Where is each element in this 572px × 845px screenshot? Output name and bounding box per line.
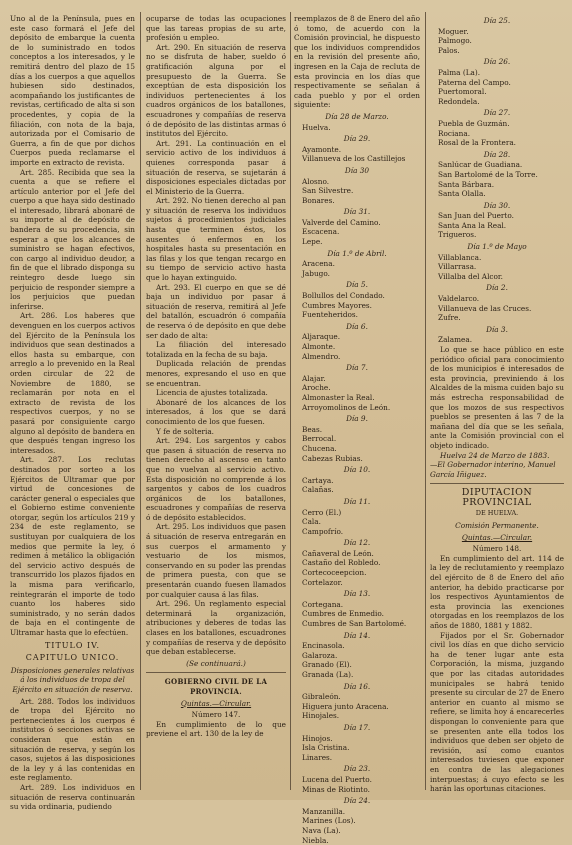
town-item: Trigueros. — [438, 230, 564, 240]
town-item: Villalba del Alcor. — [438, 272, 564, 282]
town-item: San Bartolomé de la Torre. — [438, 170, 564, 180]
schedule-day: Día 1.º de Abril. — [294, 249, 420, 259]
schedule-day: Día 7. — [294, 363, 420, 373]
town-item: Calañas. — [302, 485, 420, 495]
town-item: Cañaveral de León. — [302, 549, 420, 559]
town-item: Puebla de Guzmán. — [438, 119, 564, 129]
town-item: Jabugo. — [302, 269, 420, 279]
column-3 — [294, 14, 420, 790]
town-item: San Silvestre. — [302, 186, 420, 196]
schedule-day: Día 5. — [294, 280, 420, 290]
schedule-day: Día 17. — [294, 723, 420, 733]
town-item: Huelva. — [302, 123, 420, 133]
town-item: Cumbres de Enmedio. — [302, 609, 420, 619]
town-item: Berrocal. — [302, 434, 420, 444]
article-286: Art. 286. Los haberes que devenguen en los cuerpos activos del Ejército de la Península los individuos que sean destinados a ellos hasta su embarque, con arreglo a lo prevenido en la Real orden circular de 22 de Noviembre de 1880, se reclamarán por nota en el extracto de revista de los respectivos cuerpos, y no se pasará por consiguiente cargo alguno al depósito de bandera en que después tengan ingreso los interesados. — [10, 311, 135, 455]
list-item: Y fe de solteria. — [146, 427, 286, 437]
town-item: Santa Olalla. — [438, 189, 564, 199]
town-item: Arroyomolinos de León. — [302, 403, 420, 413]
town-item: Aracena. — [302, 259, 420, 269]
schedule-day: Día 28 de Marzo. — [294, 112, 420, 122]
article-294: Art. 294. Los sargentos y cabos que pasen á situación de reserva no tienen derecho al ascenso en tanto que no vuelvan al servicio activo. Esta disposición no comprende á los sargentos y cabos de los cuadros orgánicos de los batallones, escuadrones y compañías de reserva ó de depósito establecidos. — [146, 436, 286, 522]
town-item: Cortecoceepcion. — [302, 568, 420, 578]
circular-heading: Quintas.—Circular. — [430, 533, 564, 543]
town-item: Granada (La). — [302, 670, 420, 680]
column-rule — [140, 12, 141, 790]
schedule-day: Día 9. — [294, 414, 420, 424]
schedule-day: Día 2. — [430, 283, 564, 293]
schedule-day: Día 30 — [294, 166, 420, 176]
town-item: Lucena del Puerto. — [302, 775, 420, 785]
schedule-day: Día 12. — [294, 538, 420, 548]
town-item: Almonaster la Real. — [302, 393, 420, 403]
column-rule — [290, 12, 291, 790]
town-item: Sanlúcar de Guadiana. — [438, 160, 564, 170]
column-2 — [146, 14, 286, 790]
town-item: Hinojos. — [302, 734, 420, 744]
town-item: Minas de Riotinto. — [302, 785, 420, 795]
schedule-day: Día 24. — [294, 796, 420, 806]
town-item: Hinojales. — [302, 711, 420, 721]
schedule-day: Día 28. — [430, 150, 564, 160]
schedule-day: Día 30. — [430, 201, 564, 211]
article-288: Art. 288. Todos los individuos de tropa del Ejército no pertenecientes á los cuerpos é institutos ó secciones activas se consideran que están en situación de reserva, y según los casos, sujetos á las disposiciones de la ley y á las contenidas en este reglamento. — [10, 697, 135, 783]
town-item: Zufre. — [438, 313, 564, 323]
paragraph: reemplazos de 8 de Enero del año ó tomo, de acuerdo con la Comisión provincial, he dispuesto que los individuos comprendidos en la revisión del presente año, ingresen en la Caja de recluta de esta provincia en los días que respectivamente se señalan á cada pueblo y por el orden siguiente: — [294, 14, 420, 110]
town-item: Moguer. — [438, 27, 564, 37]
town-item: Cumbres de San Bartolomé. — [302, 619, 420, 629]
town-item: Cerro (El.) — [302, 508, 420, 518]
town-item: Higuera junto Aracena. — [302, 702, 420, 712]
town-item: Cortelazor. — [302, 578, 420, 588]
town-item: Granado (El). — [302, 660, 420, 670]
town-item: Aljaraque. — [302, 332, 420, 342]
list-item: La filiación del interesado totalizada en la fecha de su baja. — [146, 340, 286, 359]
town-item: Bollullos del Condado. — [302, 291, 420, 301]
list-item: Duplicada relación de prendas menores, expresando el uso en que se encuentran. — [146, 359, 286, 388]
paragraph: Fijados por el Sr. Gobernador civil los días en que dicho servicio ha de tener lugar ante esta Corporación, la misma, juzgando que por las citadas autoridades municipales se habrá tenido presente su circular de 27 de Enero anterior en cuanto al mismo se refiere, se limita hoy á encarecerles dispongan lo conveniente para que se presenten ante ella todos los individuos que deben ser objeto de revisión, así como cuantos interesados tuviesen que exponer en contra de las alegaciones interpuestas; á cuyo efecto se les harán las oportunas citaciones. — [430, 631, 564, 794]
schedule-day: Día 23. — [294, 764, 420, 774]
divider — [430, 483, 564, 484]
article-295: Art. 295. Los individuos que pasen á situación de reserva entregarán en sus cuerpos el armamento y vestuario de los mismos, conservando en su poder las prendas de primera puesta, con que se presentarán cuando fuesen llamados por cualquier causa á las filas. — [146, 522, 286, 599]
town-item: Chucena. — [302, 444, 420, 454]
town-item: Lepe. — [302, 237, 420, 247]
schedule-day: Día 13. — [294, 589, 420, 599]
schedule-day: Día 16. — [294, 682, 420, 692]
town-item: Alajar. — [302, 374, 420, 384]
schedule-day: Día 26. — [430, 57, 564, 67]
chapter-title: CAPITULO UNICO. — [10, 653, 135, 663]
town-item: Palos. — [438, 46, 564, 56]
town-item: Beas. — [302, 425, 420, 435]
article-285: Art. 285. Recibida que sea la cuenta a que se refiere el artículo anterior por el Jefe del cuerpo a que haya sido destinado el interesado, librará abonaré de su importe al de depósito de bandera de su procedencia, sin esperar a que los alcances de suministro se hagan efectivos, con cargo al individuo deudor, a fin de que el librado disponga su reintegro desde luego sin perjuicio de responder siempre a los perjuicios que puedan inferirse. — [10, 168, 135, 312]
paragraph: ocuparse de todas las ocupaciones que las tareas propias de su arte, profesión u empleo. — [146, 14, 286, 43]
town-item: Paterna del Campo. — [438, 78, 564, 88]
town-item: Zalamea. — [438, 335, 564, 345]
town-item: Villarrasa. — [438, 262, 564, 272]
title-iv: TITULO IV. — [10, 641, 135, 651]
paragraph: Uno al de la Península, pues en este caso formará el Jefe del depósito de embarque la cuenta de lo suministrado en todos conceptos a los interesados, y le remitirá dentro del plazo de 15 días a los cuerpos a que aquellos hubiesen sido destinados, acompañando los justificantes de revistas, certificado de alta si son procedentes, y copia de la filiación, con nota de la baja, autorizada por el Comisario de Guerra, a fin de que por dichos Cuerpos pueda reclamarse el importe en extracto de revista. — [10, 14, 135, 168]
circular-number: Número 148. — [430, 544, 564, 554]
town-item: Rosal de la Frontera. — [438, 138, 564, 148]
town-item: Santa Ana la Real. — [438, 221, 564, 231]
section-subheader: DE HUELVA. — [430, 509, 564, 519]
section-header: GOBIERNO CIVIL DE LA PROVINCIA. — [146, 677, 286, 696]
circular-number: Número 147. — [146, 710, 286, 720]
column-4 — [430, 14, 564, 790]
paragraph: En cumplimiento del art. 114 de la ley de reclutamiento y reemplazo del ejército de 8 de Enero del año anterior, ha debido practicarse por los respectivos Ayuntamientos de esta provincia las exenciones otorgadas en los reemplazos de los años de 1880, 1881 y 1882. — [430, 554, 564, 631]
town-item: Isla Cristina. — [302, 743, 420, 753]
schedule-day: Día 31. — [294, 207, 420, 217]
schedule-day: Día 25. — [430, 16, 564, 26]
commission-heading: Comisión Permanente. — [430, 521, 564, 531]
town-item: Rociana. — [438, 129, 564, 139]
date-line: Huelva 24 de Marzo de 1883. — [430, 451, 564, 461]
circular-heading: Quintas.—Circular. — [146, 699, 286, 709]
list-item: Abonaré de los alcances de los interesados, á los que se dará conocimiento de los que fuesen. — [146, 398, 286, 427]
schedule-list — [294, 112, 420, 845]
town-item: Redondela. — [438, 97, 564, 107]
town-item: Cabezas Rubias. — [302, 454, 420, 464]
town-item: Cumbres Mayores. — [302, 301, 420, 311]
schedule-day: Día 29. — [294, 134, 420, 144]
town-item: Villanueva de las Cruces. — [438, 304, 564, 314]
town-item: Cartaya. — [302, 476, 420, 486]
schedule-day: Día 1.º de Mayo — [430, 242, 564, 252]
town-item: Valverde del Camino. — [302, 218, 420, 228]
town-item: Almendro. — [302, 352, 420, 362]
schedule-day: Día 27. — [430, 108, 564, 118]
town-item: Santa Bárbara. — [438, 180, 564, 190]
town-item: Almonte. — [302, 342, 420, 352]
section-heading: Disposiciones generales relativas á los individuos de tropa del Ejército en situación de reserva. — [10, 666, 135, 695]
town-item: Palmogo. — [438, 36, 564, 46]
schedule-day: Día 14. — [294, 631, 420, 641]
schedule-day: Día 3. — [430, 325, 564, 335]
town-item: Villanueva de los Castillejos — [302, 154, 420, 164]
town-item: Galaroza. — [302, 651, 420, 661]
article-289: Art. 289. Los individuos en situación de reserva continuarán su vida ordinaria, pudiendo — [10, 783, 135, 812]
town-item: Palma (La). — [438, 68, 564, 78]
town-item: Alosno. — [302, 177, 420, 187]
list-item: Licencia de ajustes totalizada. — [146, 388, 286, 398]
signature: —El Gobernador interino, Manuel García Iñiguez. — [430, 460, 564, 479]
town-item: Bonares. — [302, 196, 420, 206]
town-item: Nava (La). — [302, 826, 420, 836]
town-item: Fuenteheridos. — [302, 310, 420, 320]
schedule-list — [430, 16, 564, 345]
paragraph: Lo que se hace público en este periódico oficial para conocimiento de los municipios é interesados de esta provincia, previniendo á los Alcaldes de la misma cuiden bajo su más estrecha responsabilidad de que los mozos de sus respectivos pueblos se presenten á las 7 de la mañana del día que se les señala, ante la Comisión provincial con el objeto indicado. — [430, 345, 564, 451]
town-item: Campofrío. — [302, 527, 420, 537]
town-item: Cortegana. — [302, 600, 420, 610]
town-item: Escacena. — [302, 227, 420, 237]
article-287: Art. 287. Los reclutas destinados por sorteo a los Ejércitos de Ultramar que por virtud de concesiones de carácter general o especiales que el Gobierno estime conveniente otorgar, según los artículos 219 y 234 de este reglamento, se sustituyan por cualquiera de los medios que permite la ley, ó redimen á metálico la obligación del servicio activo después de transcurrido los plazos fijados en la misma para verificarlo, reintegrarán el importe de todo cuanto los haberes sido suministrado, y no serán dados de baja en el contingente de Ultramar hasta que lo efectúen. — [10, 455, 135, 637]
article-293: Art. 293. El cuerpo en que se dé baja un individuo por pasar á situación de reserva, remitirá al Jefe del batallón, escuadrón ó compañía de reserva ó de depósito en que debe ser dado de alta: — [146, 283, 286, 341]
town-item: San Juan del Puerto. — [438, 211, 564, 221]
schedule-day: Día 10. — [294, 465, 420, 475]
town-item: Valdelarco. — [438, 294, 564, 304]
schedule-day: Día 11. — [294, 497, 420, 507]
town-item: Gibraleón. — [302, 692, 420, 702]
continued-note: (Se continuará.) — [146, 659, 286, 669]
town-item: Castaño del Robledo. — [302, 558, 420, 568]
town-item: Aroche. — [302, 383, 420, 393]
town-item: Cala. — [302, 517, 420, 527]
section-header: DIPUTACION PROVINCIAL — [430, 488, 564, 507]
paragraph: En cumplimiento de lo que previene el art. 130 de la ley de — [146, 720, 286, 739]
town-item: Manzanilla. — [302, 807, 420, 817]
town-item: Ayamonte. — [302, 145, 420, 155]
schedule-day: Día 6. — [294, 322, 420, 332]
town-item: Villablanca. — [438, 253, 564, 263]
town-item: Linares. — [302, 753, 420, 763]
article-290: Art. 290. En situación de reserva no se disfruta de haber, sueldo ó gratificación alguna por el presupuesto de la Guerra. Se exceptúan de esta disposición los individuos pertenecientes á los cuadros orgánicos de los batallones, escuadrones y compañías de reserva ó de depósito de las distintas armas ó institutos del Ejército. — [146, 43, 286, 139]
town-item: Encinasola. — [302, 641, 420, 651]
divider — [146, 672, 286, 673]
article-292: Art. 292. No tienen derecho al pan y situación de reserva los individuos sujetos á procedimientos judiciales hasta que terminen éstos, los ausentes ó enfermos en los hospitales hasta su presentación en las filas y los que tengan recargo en su tiempo de servicio activo hasta que lo hayan extinguido. — [146, 196, 286, 282]
town-item: Puertomoral. — [438, 87, 564, 97]
article-296: Art. 296. Un reglamento especial determinará la organización, atribuciones y deberes de todas las clases en los batallones, escuadrones y compañías de reserva y de depósito que deban establecerse. — [146, 599, 286, 657]
town-item: Niebla. — [302, 836, 420, 845]
article-291: Art. 291. La continuación en el servicio activo de los individuos á quienes corresponda pasar á situación de reserva, se sujetarán á disposiciones especiales dictadas por el Ministerio de la Guerra. — [146, 139, 286, 197]
column-rule — [425, 12, 426, 790]
town-item: Marines (Los). — [302, 816, 420, 826]
column-1 — [10, 14, 135, 790]
